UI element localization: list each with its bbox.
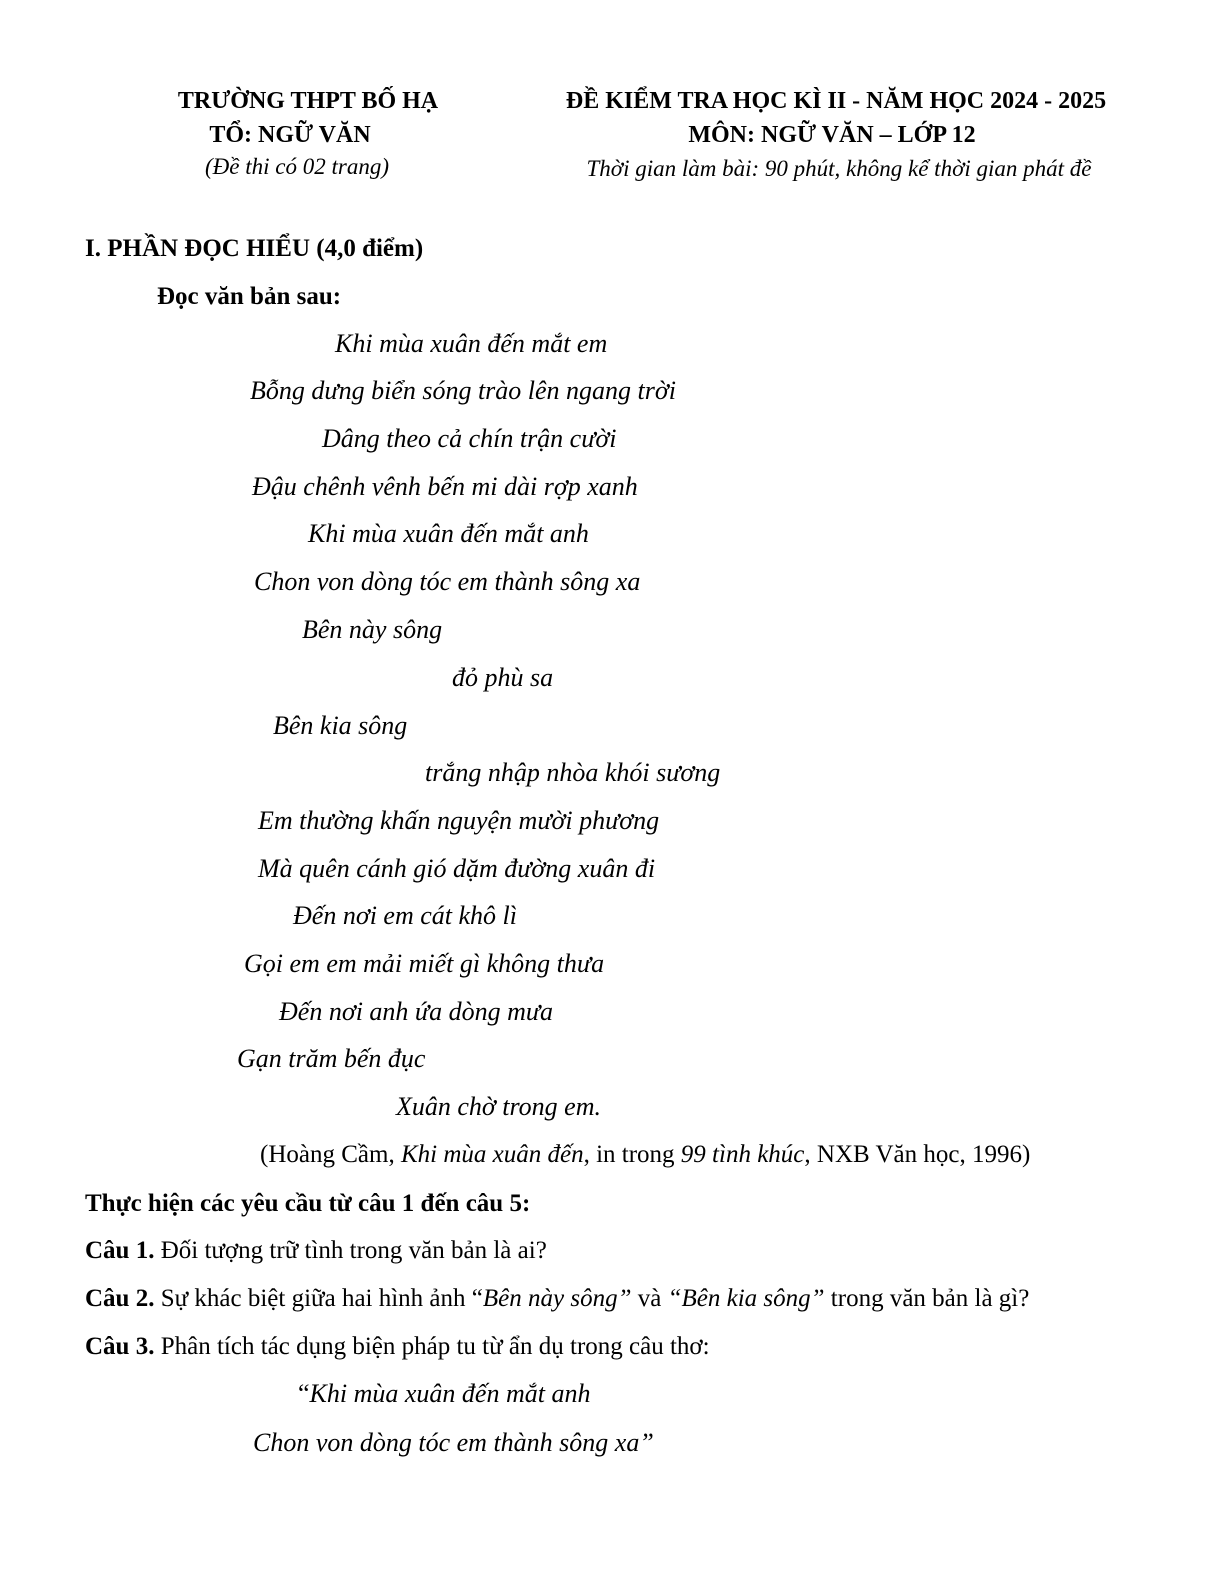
poem-line: Mà quên cánh gió dặm đường xuân đi xyxy=(258,854,656,883)
question-label: Câu 2. xyxy=(85,1285,155,1312)
source-mid: , in trong xyxy=(583,1141,681,1168)
exam-subject: MÔN: NGỮ VĂN – LỚP 12 xyxy=(688,122,976,148)
quote-b: “Bên kia sông” xyxy=(667,1285,825,1312)
reading-instruction: Đọc văn bản sau: xyxy=(157,283,342,310)
poem-line: Gạn trăm bến đục xyxy=(237,1044,426,1073)
question-1 xyxy=(85,1238,547,1263)
tasks-heading: Thực hiện các yêu cầu từ câu 1 đến câu 5: xyxy=(85,1190,531,1217)
question-2 xyxy=(85,1286,1029,1311)
source-close: , NXB Văn học, 1996) xyxy=(804,1141,1031,1168)
poem-line: Khi mùa xuân đến mắt anh xyxy=(308,519,589,548)
question-text: Đối tượng trữ tình trong văn bản là ai? xyxy=(154,1237,547,1264)
question-text-a: Sự khác biệt giữa hai hình ảnh “ xyxy=(154,1285,483,1312)
department-name: TỔ: NGỮ VĂN xyxy=(209,122,371,148)
poem-line: Xuân chờ trong em. xyxy=(396,1092,601,1121)
poem-line: trắng nhập nhòa khói sương xyxy=(425,758,721,787)
school-name: TRƯỜNG THPT BỐ HẠ xyxy=(177,88,439,114)
poem-line: Khi mùa xuân đến mắt em xyxy=(335,329,608,358)
question-3-quote-line-1 xyxy=(298,1381,590,1407)
question-text-c: trong văn bản là gì? xyxy=(824,1285,1030,1312)
question-text-b: và xyxy=(631,1285,668,1312)
exam-title: ĐỀ KIỂM TRA HỌC KÌ II - NĂM HỌC 2024 - 2025 xyxy=(565,88,1107,114)
poem-line: Bên này sông xyxy=(302,615,443,644)
source-open: (Hoàng Cầm, xyxy=(260,1141,401,1168)
question-label: Câu 3. xyxy=(85,1333,155,1360)
poem-line: Đến nơi em cát khô lì xyxy=(293,901,517,930)
quote-a: Bên này sông” xyxy=(482,1285,632,1312)
poem-line: Dâng theo cả chín trận cười xyxy=(322,424,617,453)
question-text: Phân tích tác dụng biện pháp tu từ ẩn dụ trong câu thơ: xyxy=(154,1333,710,1360)
poem-line: Đến nơi anh ứa dòng mưa xyxy=(279,997,554,1026)
question-3 xyxy=(85,1334,710,1359)
question-label: Câu 1. xyxy=(85,1237,155,1264)
poem-line: Bỗng dưng biển sóng trào lên ngang trời xyxy=(250,376,676,405)
poem-line: Chon von dòng tóc em thành sông xa xyxy=(254,567,641,596)
quote-line: Khi mùa xuân đến mắt anh xyxy=(309,1379,591,1408)
source-title: Khi mùa xuân đến xyxy=(400,1141,584,1168)
poem-line: Đậu chênh vênh bến mi dài rợp xanh xyxy=(252,472,638,501)
quote-open-mark: “ xyxy=(298,1379,310,1408)
poem-line: Gọi em em mải miết gì không thưa xyxy=(244,949,605,978)
poem-line: Em thường khấn nguyện mười phương xyxy=(258,806,660,835)
question-3-quote-line-2: Chon von dòng tóc em thành sông xa” xyxy=(253,1428,654,1457)
poem-line: đỏ phù sa xyxy=(452,663,554,692)
pages-note: (Đề thi có 02 trang) xyxy=(205,154,389,179)
exam-time-note: Thời gian làm bài: 90 phút, không kể thời gian phát đề xyxy=(586,156,1092,181)
poem-source xyxy=(260,1142,1030,1167)
source-book: 99 tình khúc xyxy=(680,1141,805,1168)
section-heading: I. PHẦN ĐỌC HIỂU (4,0 điểm) xyxy=(85,235,424,262)
poem-line: Bên kia sông xyxy=(273,711,408,740)
